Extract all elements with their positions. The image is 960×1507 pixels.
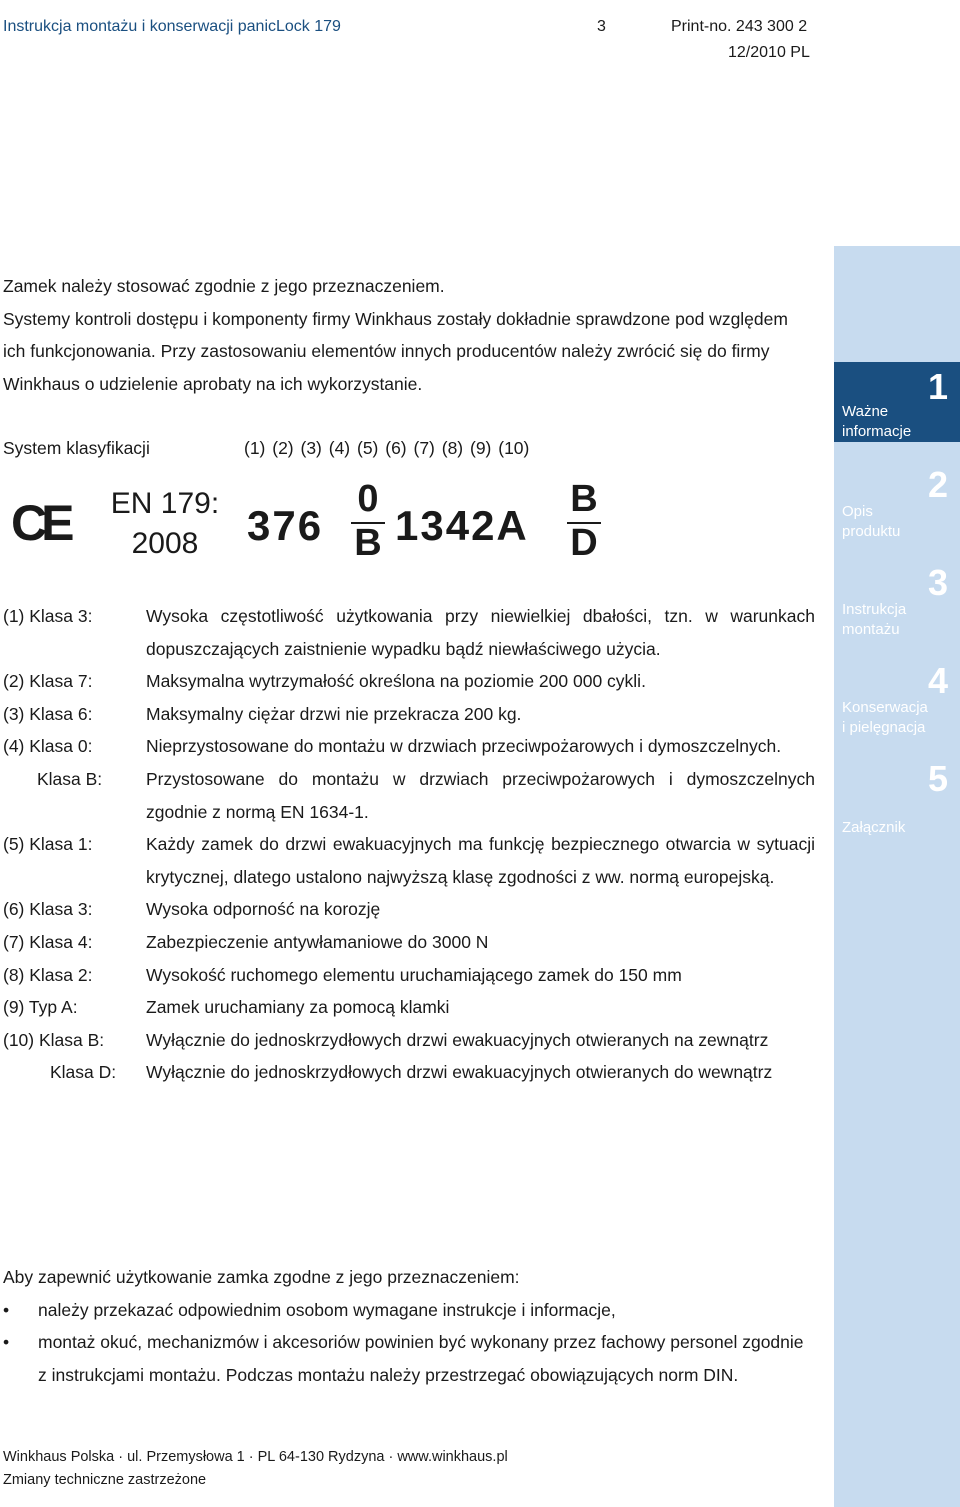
fraction-top: B bbox=[570, 478, 598, 520]
list-item bbox=[3, 828, 815, 893]
fraction-top: 0 bbox=[357, 478, 379, 520]
chapter-label: montażu bbox=[842, 621, 900, 638]
sidebar-item-zalacznik[interactable] bbox=[834, 756, 960, 836]
class-key: (2) Klasa 7: bbox=[3, 671, 93, 692]
class-key: (8) Klasa 2: bbox=[3, 964, 93, 985]
chapter-label: Ważne bbox=[842, 403, 889, 420]
usage-list bbox=[3, 1294, 815, 1392]
usage-lead: Aby zapewnić użytkowanie zamka zgodne z jego przeznaczeniem: bbox=[3, 1267, 520, 1287]
list-item bbox=[3, 1056, 815, 1089]
list-item bbox=[3, 926, 815, 959]
fraction-bottom: D bbox=[570, 522, 598, 564]
standard-label bbox=[85, 484, 245, 564]
class-description: Zamek uruchamiany za pomocą klamki bbox=[146, 997, 450, 1018]
page-footer bbox=[3, 1446, 508, 1492]
code-digits-1: 376 bbox=[247, 502, 324, 549]
intro-paragraph: Systemy kontroli dostępu i komponenty firmy Winkhaus zostały dokładnie sprawdzone pod względem ich funkcjonowania. Przy zastosowaniu elementów innych producentów należy zwrócić się do firmy Winkhaus o udzielenie aprobaty na ich wykorzystanie. bbox=[3, 308, 788, 394]
class-description: Przystosowane do montażu w drzwiach przeciwpożarowych i dymoszczelnych zgodnie z normą EN 1634-1. bbox=[146, 768, 815, 822]
list-item bbox=[3, 1024, 815, 1057]
class-key: (4) Klasa 0: bbox=[3, 736, 93, 757]
class-description: Maksymalny ciężar drzwi nie przekracza 200 kg. bbox=[146, 703, 522, 724]
print-date: 12/2010 PL bbox=[728, 44, 810, 61]
class-description: Wysoka częstotliwość użytkowania przy niewielkiej dbałości, tzn. w warunkach dopuszczających zaistnienie wypadku bądź niewłaściwego użycia. bbox=[146, 606, 815, 659]
list-item bbox=[3, 1294, 815, 1327]
class-description: Wyłącznie do jednoskrzydłowych drzwi ewakuacyjnych otwieranych do wewnątrz bbox=[146, 1062, 773, 1083]
ce-mark: CE bbox=[11, 495, 69, 551]
list-item bbox=[3, 893, 815, 926]
sidebar-item-konserwacja[interactable] bbox=[834, 658, 960, 738]
class-description: Zabezpieczenie antywłamaniowe do 3000 N bbox=[146, 931, 489, 952]
class-key: (7) Klasa 4: bbox=[3, 931, 93, 952]
class-description: Wyłącznie do jednoskrzydłowych drzwi ewakuacyjnych otwieranych na zewnątrz bbox=[146, 1029, 769, 1050]
bullet-icon: • bbox=[3, 1332, 10, 1353]
chapter-number: 2 bbox=[927, 464, 948, 505]
list-item bbox=[3, 730, 815, 763]
chapter-label: Instrukcja bbox=[842, 601, 907, 618]
sidebar-item-opis-produktu[interactable] bbox=[834, 462, 960, 542]
sidebar-item-wazne-informacje[interactable] bbox=[834, 362, 960, 442]
chapter-label: Opis bbox=[842, 503, 873, 520]
code-digits-2: 1342A bbox=[395, 502, 529, 549]
intro-paragraph: Zamek należy stosować zgodnie z jego przeznaczeniem. bbox=[3, 276, 445, 296]
sidebar-top-blank bbox=[834, 0, 960, 246]
class-description: Każdy zamek do drzwi ewakuacyjnych ma funkcję bezpiecznego otwarcia w sytuacji krytycznej, dlatego ustalono najwyższą klasę zgodności z ww. normą europejską. bbox=[146, 834, 815, 887]
class-description: Wysokość ruchomego elementu uruchamiającego zamek do 150 mm bbox=[146, 964, 682, 985]
classification-label: System klasyfikacji bbox=[3, 438, 150, 458]
code-fraction-10 bbox=[567, 478, 601, 568]
document-title: Instrukcja montażu i konserwacji panicLock 179 bbox=[3, 18, 341, 35]
bullet-icon: • bbox=[3, 1299, 10, 1320]
chapter-label: produktu bbox=[842, 523, 901, 540]
classification-code bbox=[3, 478, 613, 570]
list-item bbox=[3, 959, 815, 992]
chapter-number: 4 bbox=[927, 660, 948, 701]
class-description: Nieprzystosowane do montażu w drzwiach przeciwpożarowych i dymoszczelnych. bbox=[146, 736, 782, 757]
class-key: (5) Klasa 1: bbox=[3, 834, 93, 855]
bullet-text: montaż okuć, mechanizmów i akcesoriów powinien być wykonany przez fachowy personel zgodnie z instrukcjami montażu. Podczas montażu należy przestrzegać obowiązujących norm DIN. bbox=[38, 1332, 804, 1385]
standard-year: 2008 bbox=[131, 527, 199, 560]
chapter-number: 1 bbox=[927, 366, 948, 407]
company-address: Winkhaus Polska · ul. Przemysłowa 1 · PL 64-130 Rydzyna · www.winkhaus.pl bbox=[3, 1449, 508, 1465]
class-description: Wysoka odporność na korozję bbox=[146, 899, 381, 920]
bullet-text: należy przekazać odpowiednim osobom wymagane instrukcje i informacje, bbox=[38, 1299, 616, 1320]
chapter-label: i pielęgnacja bbox=[842, 719, 926, 736]
list-item bbox=[3, 763, 815, 828]
class-key: (9) Typ A: bbox=[3, 997, 78, 1018]
sidebar-item-instrukcja-montazu[interactable] bbox=[834, 560, 960, 640]
class-description: Maksymalna wytrzymałość określona na poziomie 200 000 cykli. bbox=[146, 671, 646, 692]
class-key: (10) Klasa B: bbox=[3, 1029, 105, 1050]
class-key: (1) Klasa 3: bbox=[3, 606, 93, 626]
chapter-sidebar bbox=[834, 0, 960, 1507]
technical-note: Zmiany techniczne zastrzeżone bbox=[3, 1472, 207, 1488]
list-item bbox=[3, 1326, 815, 1391]
list-item bbox=[3, 665, 815, 698]
class-key: (6) Klasa 3: bbox=[3, 899, 93, 920]
list-item bbox=[3, 698, 815, 731]
standard-name: EN 179: bbox=[110, 487, 220, 520]
list-item bbox=[3, 600, 815, 665]
class-key: Klasa B: bbox=[37, 768, 103, 789]
print-number: Print-no. 243 300 2 bbox=[671, 18, 808, 35]
code-fraction-4 bbox=[351, 478, 385, 568]
fraction-bottom: B bbox=[354, 522, 382, 564]
intro-text bbox=[3, 270, 815, 400]
page-number: 3 bbox=[597, 18, 606, 35]
class-key: (3) Klasa 6: bbox=[3, 703, 93, 724]
chapter-label: informacje bbox=[842, 423, 912, 440]
usage-section bbox=[3, 1261, 815, 1391]
chapter-number: 3 bbox=[927, 562, 948, 603]
chapter-label: Konserwacja bbox=[842, 699, 928, 716]
list-item bbox=[3, 991, 815, 1024]
chapter-number: 5 bbox=[927, 758, 948, 799]
class-key: Klasa D: bbox=[50, 1062, 117, 1083]
classification-positions: (1) (2) (3) (4) (5) (6) (7) (8) (9) (10) bbox=[244, 438, 530, 458]
class-definitions bbox=[3, 600, 815, 1089]
chapter-label: Załącznik bbox=[842, 819, 906, 836]
